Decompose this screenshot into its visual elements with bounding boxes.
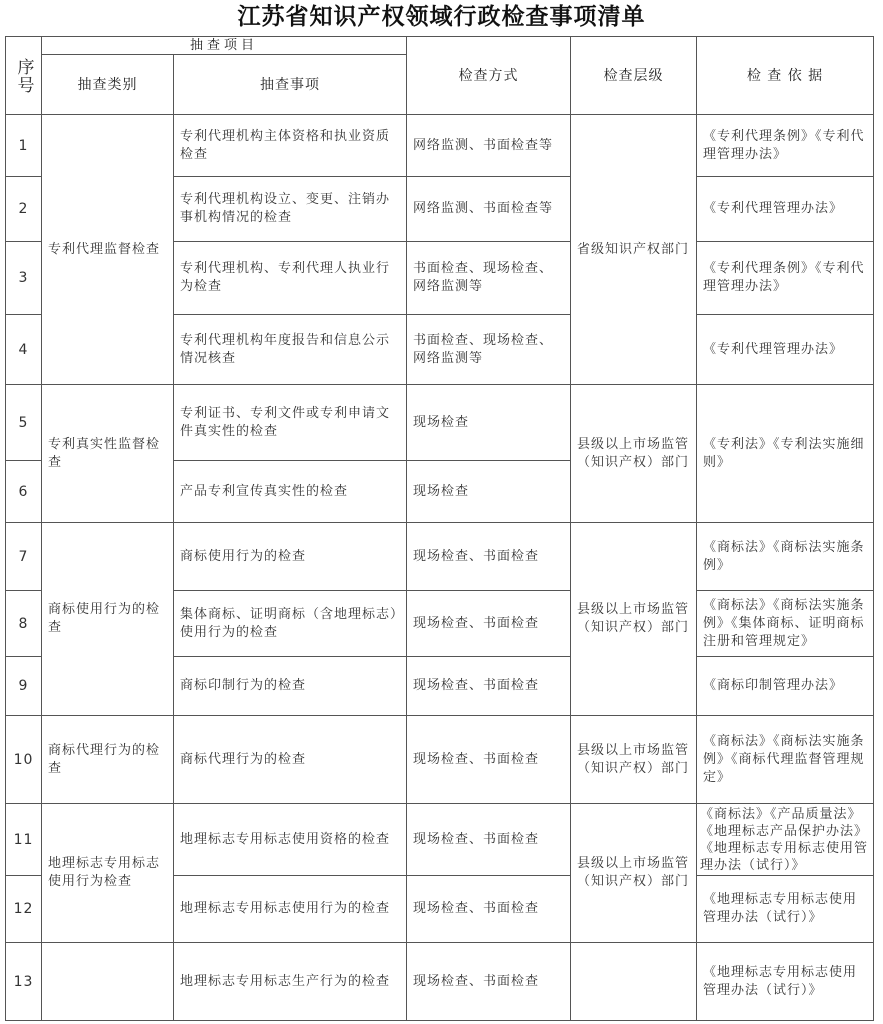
method-cell: 书面检查、现场检查、网络监测等 <box>407 315 571 385</box>
level-cell-blank <box>571 943 697 1021</box>
row-number: 12 <box>6 876 42 943</box>
basis-cell: 《专利法》《专利法实施细则》 <box>697 385 874 523</box>
item-cell: 商标印制行为的检查 <box>174 657 407 716</box>
item-cell: 产品专利宣传真实性的检查 <box>174 461 407 523</box>
basis-cell: 《专利代理管理办法》 <box>697 315 874 385</box>
method-cell: 书面检查、现场检查、网络监测等 <box>407 242 571 315</box>
row-number: 9 <box>6 657 42 716</box>
row-number: 3 <box>6 242 42 315</box>
item-cell: 专利代理机构、专利代理人执业行为检查 <box>174 242 407 315</box>
item-cell: 商标使用行为的检查 <box>174 523 407 591</box>
level-cell: 省级知识产权部门 <box>571 115 697 385</box>
basis-cell: 《专利代理条例》《专利代理管理办法》 <box>697 115 874 177</box>
table-row <box>6 716 874 804</box>
level-cell: 县级以上市场监管（知识产权）部门 <box>571 385 697 523</box>
basis-cell: 《专利代理管理办法》 <box>697 177 874 242</box>
method-cell: 现场检查、书面检查 <box>407 804 571 876</box>
row-number: 11 <box>6 804 42 876</box>
table-row <box>6 804 874 876</box>
basis-cell: 《地理标志专用标志使用管理办法（试行）》 <box>697 943 874 1021</box>
row-number: 8 <box>6 591 42 657</box>
page-title: 江苏省知识产权领域行政检查事项清单 <box>237 3 646 30</box>
item-cell: 地理标志专用标志生产行为的检查 <box>174 943 407 1021</box>
header-seq: 序号 <box>6 37 42 115</box>
basis-cell: 《地理标志专用标志使用管理办法（试行）》 <box>697 876 874 943</box>
table-row <box>6 115 874 177</box>
row-number: 6 <box>6 461 42 523</box>
header-item: 抽查事项 <box>174 55 407 115</box>
item-cell: 专利代理机构主体资格和执业资质检查 <box>174 115 407 177</box>
item-cell: 专利证书、专利文件或专利申请文件真实性的检查 <box>174 385 407 461</box>
row-number: 1 <box>6 115 42 177</box>
level-cell: 县级以上市场监管（知识产权）部门 <box>571 523 697 716</box>
category-cell: 地理标志专用标志使用行为检查 <box>42 804 174 943</box>
basis-cell: 《商标法》《商标法实施条例》《商标代理监督管理规定》 <box>697 716 874 804</box>
category-cell-blank <box>42 943 174 1021</box>
method-cell: 现场检查 <box>407 461 571 523</box>
table-row <box>6 523 874 591</box>
row-number: 13 <box>6 943 42 1021</box>
row-number: 5 <box>6 385 42 461</box>
method-cell: 现场检查、书面检查 <box>407 876 571 943</box>
row-number: 7 <box>6 523 42 591</box>
method-cell: 网络监测、书面检查等 <box>407 177 571 242</box>
item-cell: 商标代理行为的检查 <box>174 716 407 804</box>
category-cell: 专利代理监督检查 <box>42 115 174 385</box>
header-basis: 检 查 依 据 <box>697 37 874 115</box>
row-number: 2 <box>6 177 42 242</box>
level-cell: 县级以上市场监管（知识产权）部门 <box>571 804 697 943</box>
category-cell: 商标使用行为的检查 <box>42 523 174 716</box>
inspection-table <box>5 36 874 1021</box>
table-row <box>6 385 874 461</box>
method-cell: 现场检查、书面检查 <box>407 657 571 716</box>
method-cell: 现场检查、书面检查 <box>407 943 571 1021</box>
method-cell: 现场检查、书面检查 <box>407 523 571 591</box>
method-cell: 现场检查、书面检查 <box>407 591 571 657</box>
header-group: 抽查项目 <box>42 37 407 55</box>
row-number: 4 <box>6 315 42 385</box>
basis-cell: 《商标法》《商标法实施条例》 <box>697 523 874 591</box>
method-cell: 现场检查 <box>407 385 571 461</box>
basis-cell: 《商标印制管理办法》 <box>697 657 874 716</box>
item-cell: 地理标志专用标志使用行为的检查 <box>174 876 407 943</box>
item-cell: 专利代理机构设立、变更、注销办事机构情况的检查 <box>174 177 407 242</box>
method-cell: 现场检查、书面检查 <box>407 716 571 804</box>
category-cell: 专利真实性监督检查 <box>42 385 174 523</box>
header-method: 检查方式 <box>407 37 571 115</box>
method-cell: 网络监测、书面检查等 <box>407 115 571 177</box>
category-cell: 商标代理行为的检查 <box>42 716 174 804</box>
basis-cell: 《专利代理条例》《专利代理管理办法》 <box>697 242 874 315</box>
item-cell: 专利代理机构年度报告和信息公示情况核查 <box>174 315 407 385</box>
level-cell: 县级以上市场监管（知识产权）部门 <box>571 716 697 804</box>
table-row <box>6 943 874 1021</box>
header-level: 检查层级 <box>571 37 697 115</box>
item-cell: 地理标志专用标志使用资格的检查 <box>174 804 407 876</box>
basis-cell: 《商标法》《商标法实施条例》《集体商标、证明商标注册和管理规定》 <box>697 591 874 657</box>
basis-cell: 《商标法》《产品质量法》《地理标志产品保护办法》《地理标志专用标志使用管理办法（试行）》 <box>697 804 874 876</box>
header-category: 抽查类别 <box>42 55 174 115</box>
header-row-top <box>6 37 874 55</box>
row-number: 10 <box>6 716 42 804</box>
item-cell: 集体商标、证明商标（含地理标志）使用行为的检查 <box>174 591 407 657</box>
